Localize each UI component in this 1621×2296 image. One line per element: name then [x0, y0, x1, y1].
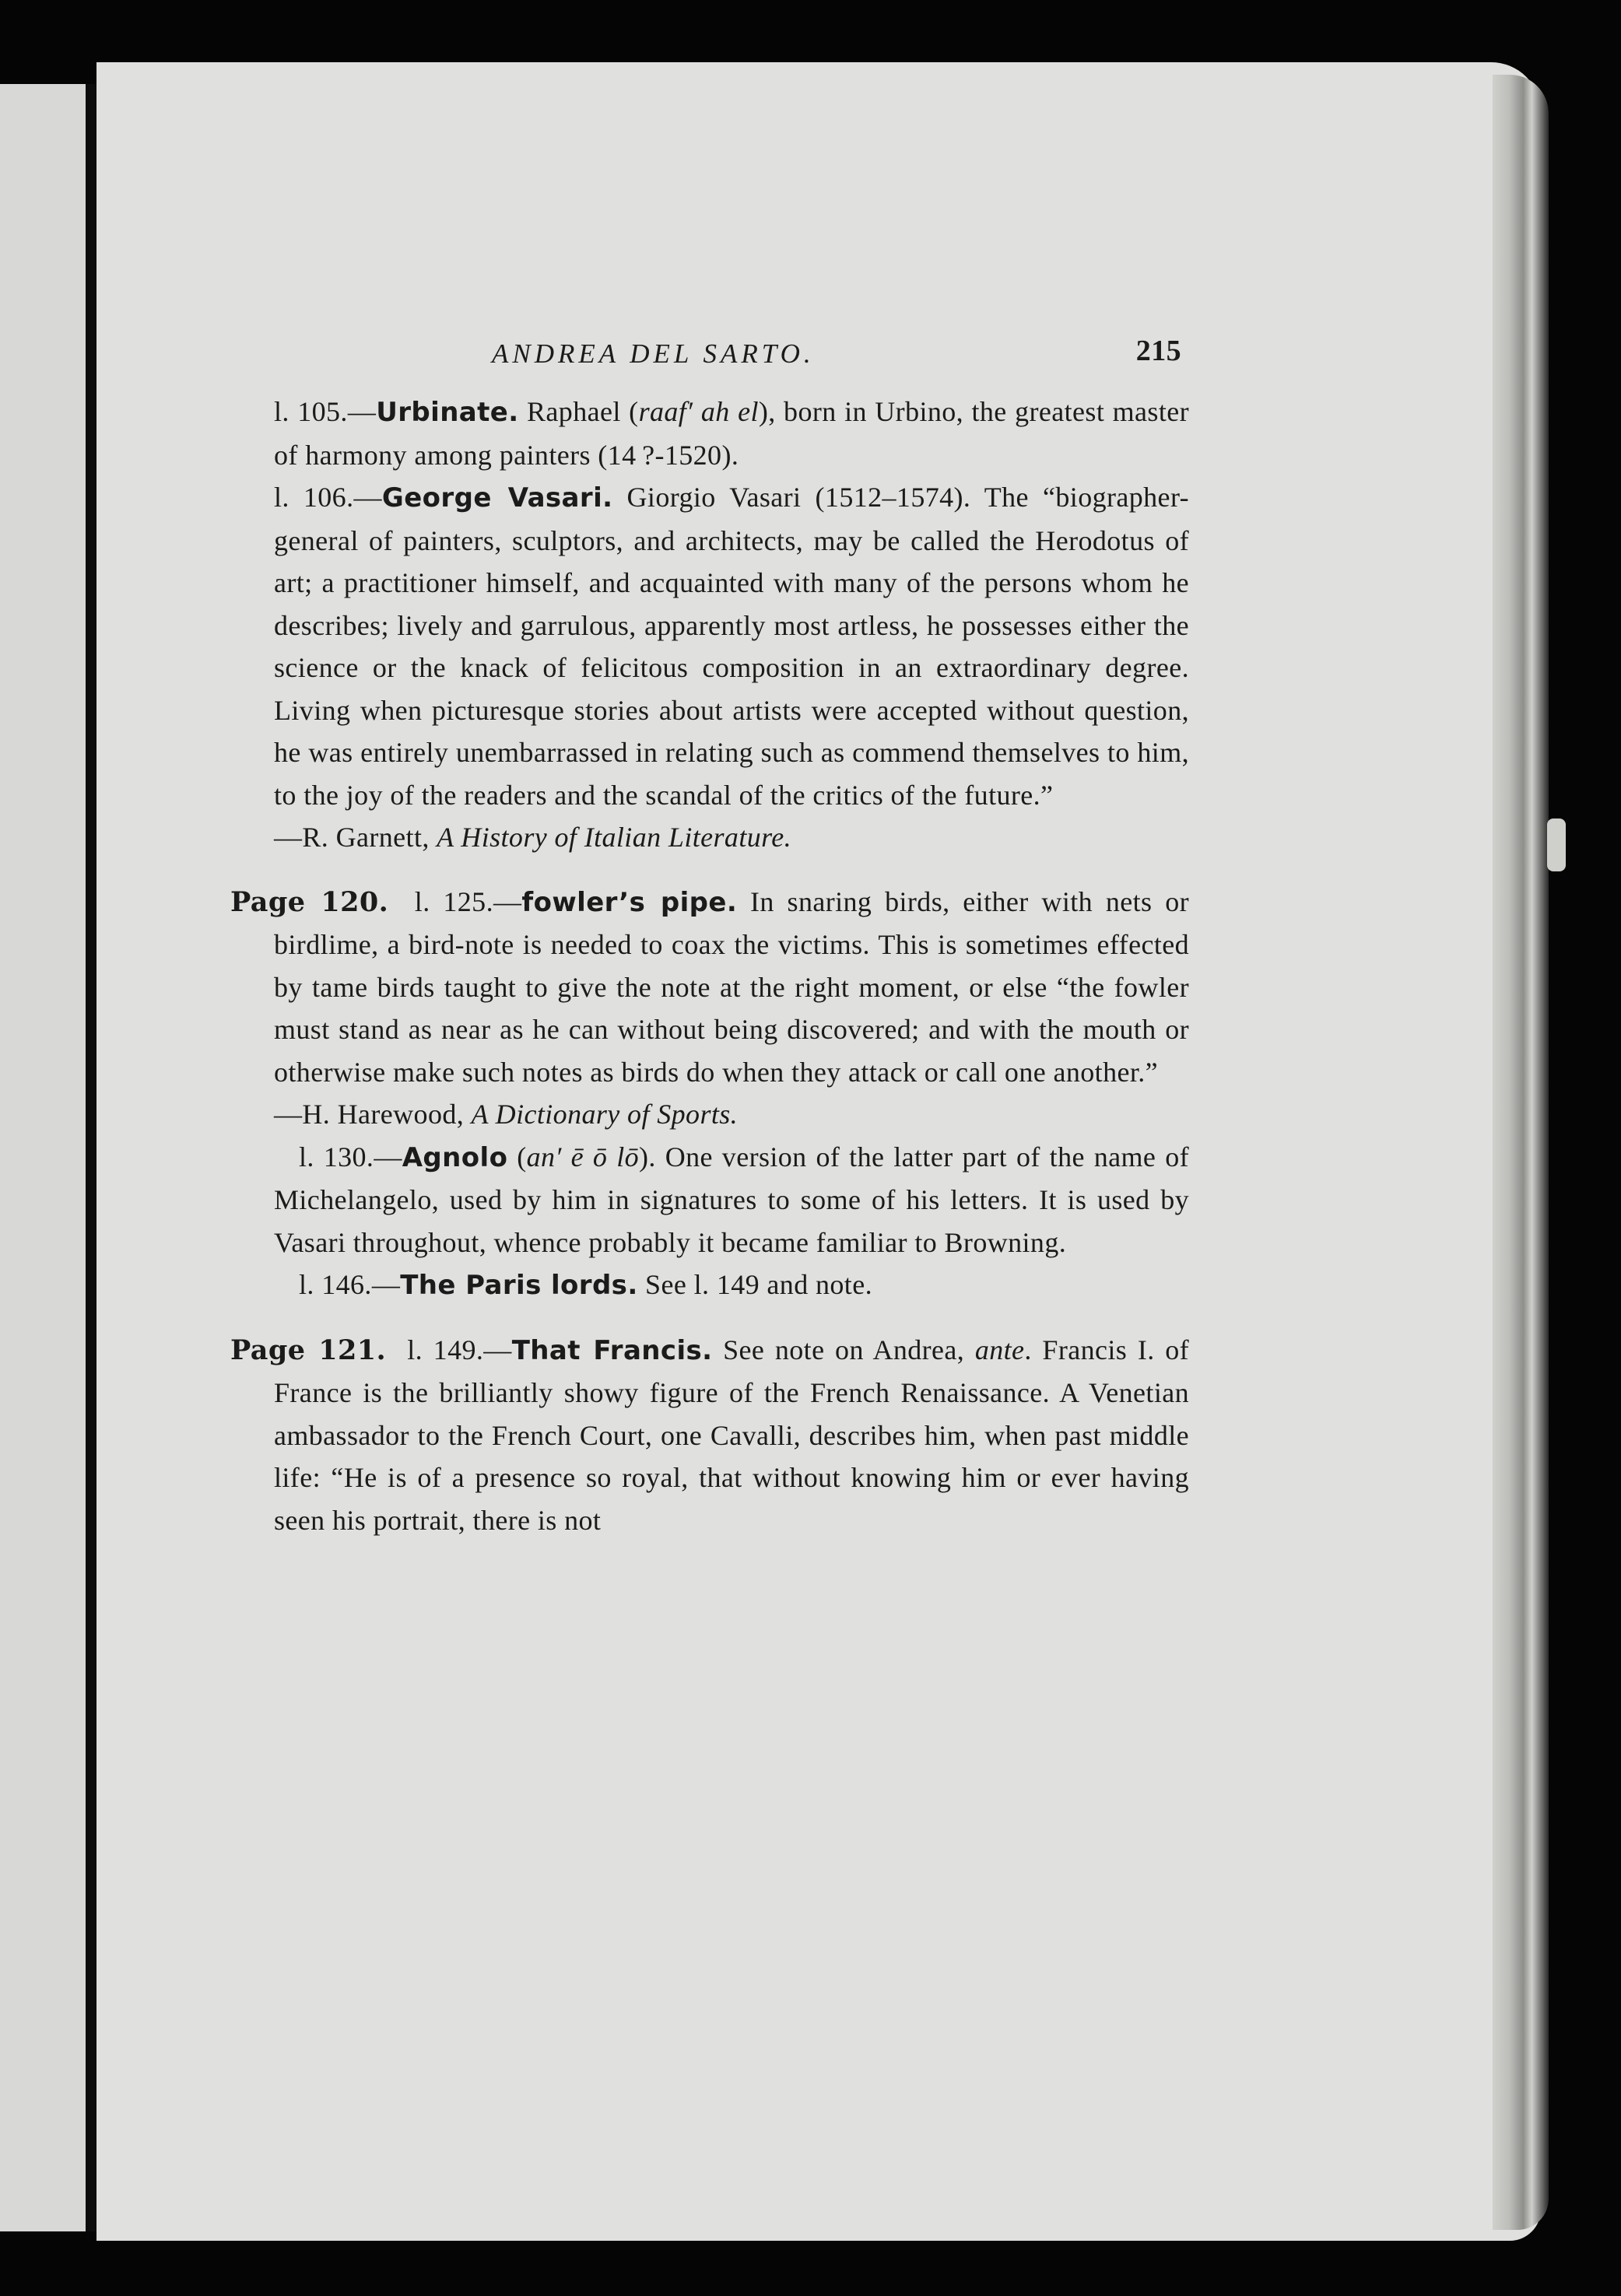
- citation: [274, 1093, 1189, 1136]
- note-text: In snaring birds, either with nets or birdlime, a bird-note is needed to coax the victims. This is sometimes effected by tame birds taught to give the note at the right moment, or else “the fowler must stand as near as he can without being discovered; and with the mouth or otherwise make such notes as birds do when they attack or call one another.”: [274, 885, 1189, 1088]
- separator: —: [347, 396, 377, 427]
- note-text: (: [507, 1141, 527, 1173]
- page-number: 215: [1135, 335, 1181, 367]
- separator: —: [493, 885, 522, 917]
- line-ref: l. 146.: [299, 1269, 372, 1300]
- citation-author: —R. Garnett,: [274, 822, 437, 853]
- page-label: Page 120.: [230, 885, 389, 918]
- citation: [274, 816, 1189, 859]
- pronunciation: an′ ē ō lō: [526, 1141, 640, 1173]
- section-gap: [274, 1307, 1189, 1329]
- section-gap: [274, 859, 1189, 881]
- citation-title: A Dictionary of Sports.: [471, 1099, 739, 1130]
- citation-author: —H. Harewood,: [274, 1099, 472, 1130]
- citation-title: A History of Italian Literature.: [437, 822, 791, 853]
- left-page-edge: [0, 84, 96, 2231]
- separator: —: [483, 1334, 512, 1365]
- headword: George Vasari.: [381, 482, 613, 514]
- note-entry-vasari: [274, 476, 1189, 816]
- page-label: Page 121.: [230, 1334, 387, 1366]
- note-text: Raphael (: [518, 396, 639, 427]
- headword: The Paris lords.: [400, 1270, 638, 1301]
- separator: —: [371, 1269, 401, 1300]
- page-block-edge: [1493, 75, 1549, 2230]
- headword: That Francis.: [511, 1334, 713, 1366]
- line-ref: l. 149.: [407, 1334, 484, 1365]
- page-edge-tab: [1547, 818, 1566, 871]
- note-entry-fowlers-pipe: [230, 881, 1189, 1094]
- note-text: See l. 149 and note.: [637, 1269, 872, 1300]
- line-ref: l. 125.: [414, 885, 493, 917]
- note-text: See note on Andrea,: [712, 1334, 975, 1365]
- pronunciation: raaf′ ah el: [638, 396, 759, 427]
- line-ref: l. 106.: [274, 482, 354, 513]
- note-text: ). One version of the latter part of the name of Michelangelo, used by him in signatures to some of his letters. It is used by Vasari throughout, whence probably it became familiar to Browning.: [274, 1141, 1189, 1258]
- note-entry-paris-lords: [274, 1264, 1189, 1307]
- separator: —: [374, 1141, 402, 1173]
- running-title: ANDREA DEL SARTO.: [492, 338, 815, 369]
- note-entry-urbinate: [274, 391, 1189, 476]
- headword: Agnolo: [402, 1141, 508, 1173]
- line-ref: l. 130.: [299, 1141, 374, 1173]
- note-text: . Francis I. of France is the brilliantly showy figure of the French Renaissance. A Venetian ambassador to the French Court, one Cavalli, describes him, when past middle life: “He is of a presence so royal, that without knowing him or ever having seen his portrait, there is not: [274, 1334, 1189, 1536]
- separator: —: [353, 482, 382, 513]
- page-text: [230, 333, 1189, 1541]
- italic-word: ante: [974, 1334, 1025, 1365]
- headword: Urbinate.: [376, 397, 519, 428]
- page-header: [274, 333, 1189, 380]
- note-entry-agnolo: [274, 1136, 1189, 1264]
- note-entry-that-francis: [230, 1329, 1189, 1542]
- note-text: Giorgio Vasari (1512–1574). The “biographer-general of painters, sculptors, and architects, may be called the Herodotus of art; a practitioner himself, and acquainted with many of the persons whom he describes; lively and garrulous, apparently most artless, he possesses either the science or the knack of felicitous composition in an extraordinary degree. Living when picturesque stories about artists were accepted without question, he was entirely unembarrassed in relating such as commend themselves to him, to the joy of the readers and the scandal of the critics of the future.”: [274, 482, 1189, 811]
- line-ref: l. 105.: [274, 396, 348, 427]
- headword: fowler’s pipe.: [521, 886, 738, 918]
- note-text: ), born in Urbino, the greatest master of harmony among painters (14 ?-1520).: [274, 396, 1189, 471]
